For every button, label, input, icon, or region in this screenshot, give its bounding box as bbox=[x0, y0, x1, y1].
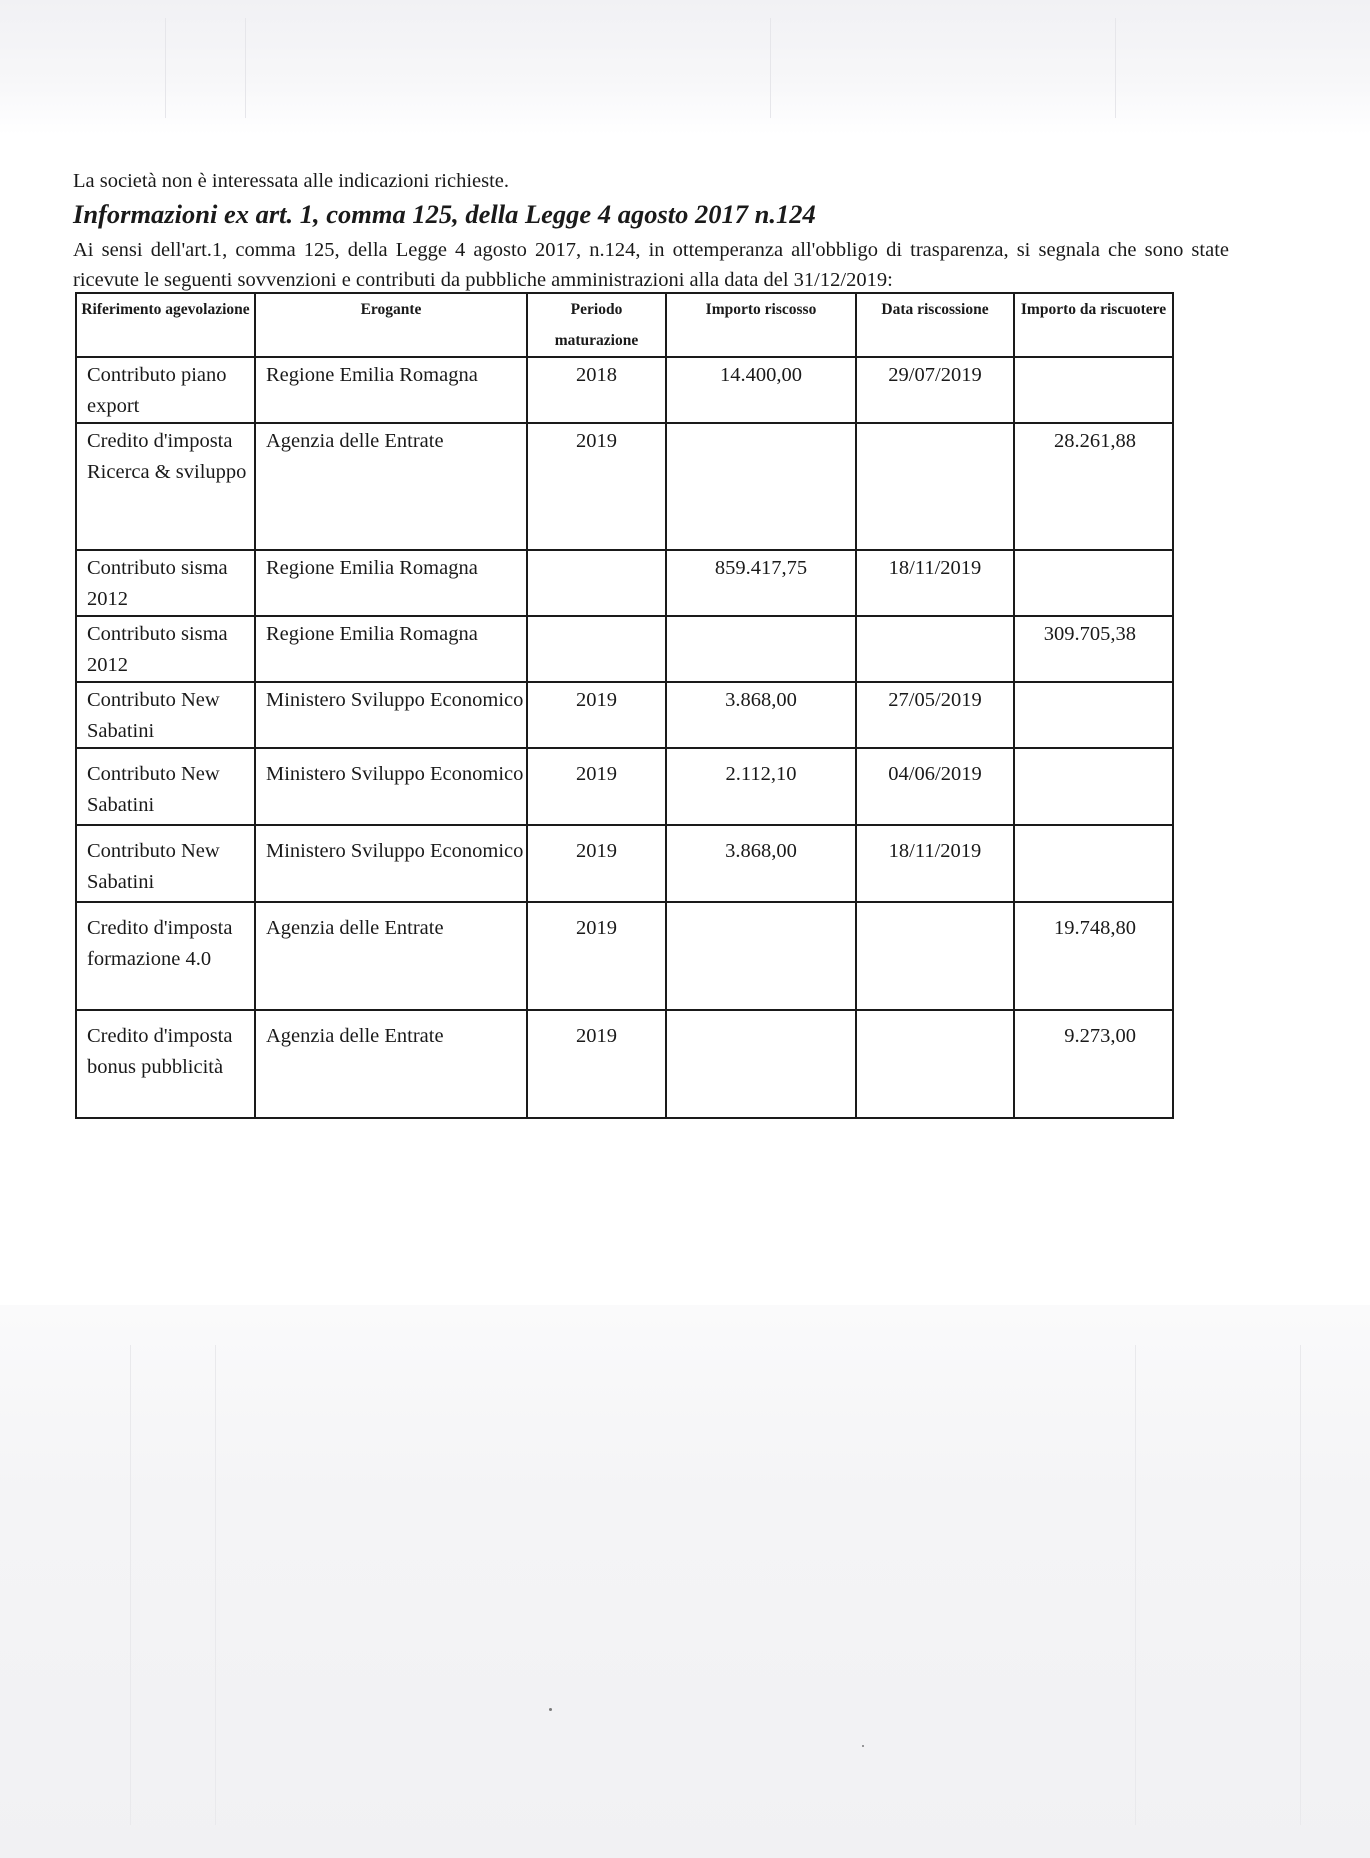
cell-data-riscossione bbox=[856, 1010, 1014, 1118]
cell-riferimento: Credito d'imposta Ricerca & sviluppo bbox=[76, 423, 255, 550]
cell-data-riscossione: 27/05/2019 bbox=[856, 682, 1014, 748]
cell-importo-da-riscuotere: 19.748,80 bbox=[1014, 902, 1173, 1010]
table-row bbox=[76, 357, 1173, 423]
cell-riferimento: Contributo New Sabatini bbox=[76, 748, 255, 825]
cell-importo-riscosso: 3.868,00 bbox=[666, 682, 856, 748]
cell-importo-riscosso: 2.112,10 bbox=[666, 748, 856, 825]
cell-riferimento: Credito d'imposta formazione 4.0 bbox=[76, 902, 255, 1010]
cell-importo-da-riscuotere: 309.705,38 bbox=[1014, 616, 1173, 682]
table-row bbox=[76, 550, 1173, 616]
body-paragraph: Ai sensi dell'art.1, comma 125, della Legge 4 agosto 2017, n.124, in ottemperanza all'obbligo di trasparenza, si segnala che sono state ricevute le seguenti sovvenzioni e contributi da pubbliche amministrazioni alla data del 31/12/2019: bbox=[73, 239, 1229, 291]
bleed-line bbox=[770, 18, 771, 118]
scan-speck bbox=[862, 1745, 864, 1747]
cell-data-riscossione bbox=[856, 902, 1014, 1010]
header-periodo: Periodo maturazione bbox=[527, 293, 666, 357]
bleed-line bbox=[130, 1345, 131, 1825]
cell-erogante: Regione Emilia Romagna bbox=[255, 357, 527, 423]
cell-erogante: Regione Emilia Romagna bbox=[255, 550, 527, 616]
cell-periodo bbox=[527, 616, 666, 682]
cell-importo-riscosso: 859.417,75 bbox=[666, 550, 856, 616]
bleed-line bbox=[245, 18, 246, 118]
cell-erogante: Agenzia delle Entrate bbox=[255, 902, 527, 1010]
table-row bbox=[76, 902, 1173, 1010]
cell-riferimento: Credito d'imposta bonus pubblicità bbox=[76, 1010, 255, 1118]
cell-erogante: Ministero Sviluppo Economico bbox=[255, 682, 527, 748]
cell-importo-riscosso: 14.400,00 bbox=[666, 357, 856, 423]
cell-importo-da-riscuotere bbox=[1014, 825, 1173, 902]
table-header-row bbox=[76, 293, 1173, 357]
cell-importo-da-riscuotere bbox=[1014, 682, 1173, 748]
cell-riferimento: Contributo sisma 2012 bbox=[76, 550, 255, 616]
table-row bbox=[76, 825, 1173, 902]
intro-line: La società non è interessata alle indicazioni richieste. bbox=[73, 170, 510, 192]
header-riferimento: Riferimento agevolazione bbox=[76, 293, 255, 357]
cell-riferimento: Contributo piano export bbox=[76, 357, 255, 423]
bleed-line bbox=[1115, 18, 1116, 118]
cell-periodo: 2019 bbox=[527, 1010, 666, 1118]
cell-data-riscossione: 18/11/2019 bbox=[856, 825, 1014, 902]
header-importo-da-riscuotere: Importo da riscuotere bbox=[1014, 293, 1173, 357]
header-data-riscossione: Data riscossione bbox=[856, 293, 1014, 357]
table-row bbox=[76, 682, 1173, 748]
cell-erogante: Agenzia delle Entrate bbox=[255, 423, 527, 550]
table-row bbox=[76, 616, 1173, 682]
scan-speck bbox=[549, 1708, 552, 1711]
cell-erogante: Agenzia delle Entrate bbox=[255, 1010, 527, 1118]
scan-bleed-top bbox=[0, 0, 1370, 135]
cell-periodo: 2018 bbox=[527, 357, 666, 423]
cell-data-riscossione: 29/07/2019 bbox=[856, 357, 1014, 423]
cell-importo-riscosso bbox=[666, 616, 856, 682]
cell-data-riscossione: 04/06/2019 bbox=[856, 748, 1014, 825]
cell-periodo: 2019 bbox=[527, 682, 666, 748]
cell-importo-da-riscuotere: 9.273,00 bbox=[1014, 1010, 1173, 1118]
cell-importo-da-riscuotere bbox=[1014, 748, 1173, 825]
bleed-line bbox=[1135, 1345, 1136, 1825]
cell-riferimento: Contributo sisma 2012 bbox=[76, 616, 255, 682]
cell-importo-da-riscuotere bbox=[1014, 550, 1173, 616]
cell-periodo: 2019 bbox=[527, 902, 666, 1010]
cell-importo-riscosso bbox=[666, 902, 856, 1010]
cell-periodo bbox=[527, 550, 666, 616]
section-title: Informazioni ex art. 1, comma 125, della Legge 4 agosto 2017 n.124 bbox=[73, 199, 816, 229]
header-importo-riscosso: Importo riscosso bbox=[666, 293, 856, 357]
cell-data-riscossione: 18/11/2019 bbox=[856, 550, 1014, 616]
cell-erogante: Ministero Sviluppo Economico bbox=[255, 825, 527, 902]
bleed-line bbox=[1300, 1345, 1301, 1825]
cell-importo-riscosso bbox=[666, 1010, 856, 1118]
cell-riferimento: Contributo New Sabatini bbox=[76, 682, 255, 748]
cell-importo-riscosso bbox=[666, 423, 856, 550]
cell-importo-da-riscuotere: 28.261,88 bbox=[1014, 423, 1173, 550]
grants-table bbox=[75, 292, 1174, 1119]
scan-bleed-bottom bbox=[0, 1305, 1370, 1858]
header-erogante: Erogante bbox=[255, 293, 527, 357]
bleed-line bbox=[215, 1345, 216, 1825]
cell-data-riscossione bbox=[856, 616, 1014, 682]
bleed-line bbox=[165, 18, 166, 118]
cell-periodo: 2019 bbox=[527, 748, 666, 825]
cell-periodo: 2019 bbox=[527, 423, 666, 550]
cell-erogante: Ministero Sviluppo Economico bbox=[255, 748, 527, 825]
cell-erogante: Regione Emilia Romagna bbox=[255, 616, 527, 682]
cell-riferimento: Contributo New Sabatini bbox=[76, 825, 255, 902]
table-row bbox=[76, 423, 1173, 550]
cell-periodo: 2019 bbox=[527, 825, 666, 902]
cell-data-riscossione bbox=[856, 423, 1014, 550]
cell-importo-riscosso: 3.868,00 bbox=[666, 825, 856, 902]
table-row bbox=[76, 748, 1173, 825]
table-row bbox=[76, 1010, 1173, 1118]
cell-importo-da-riscuotere bbox=[1014, 357, 1173, 423]
